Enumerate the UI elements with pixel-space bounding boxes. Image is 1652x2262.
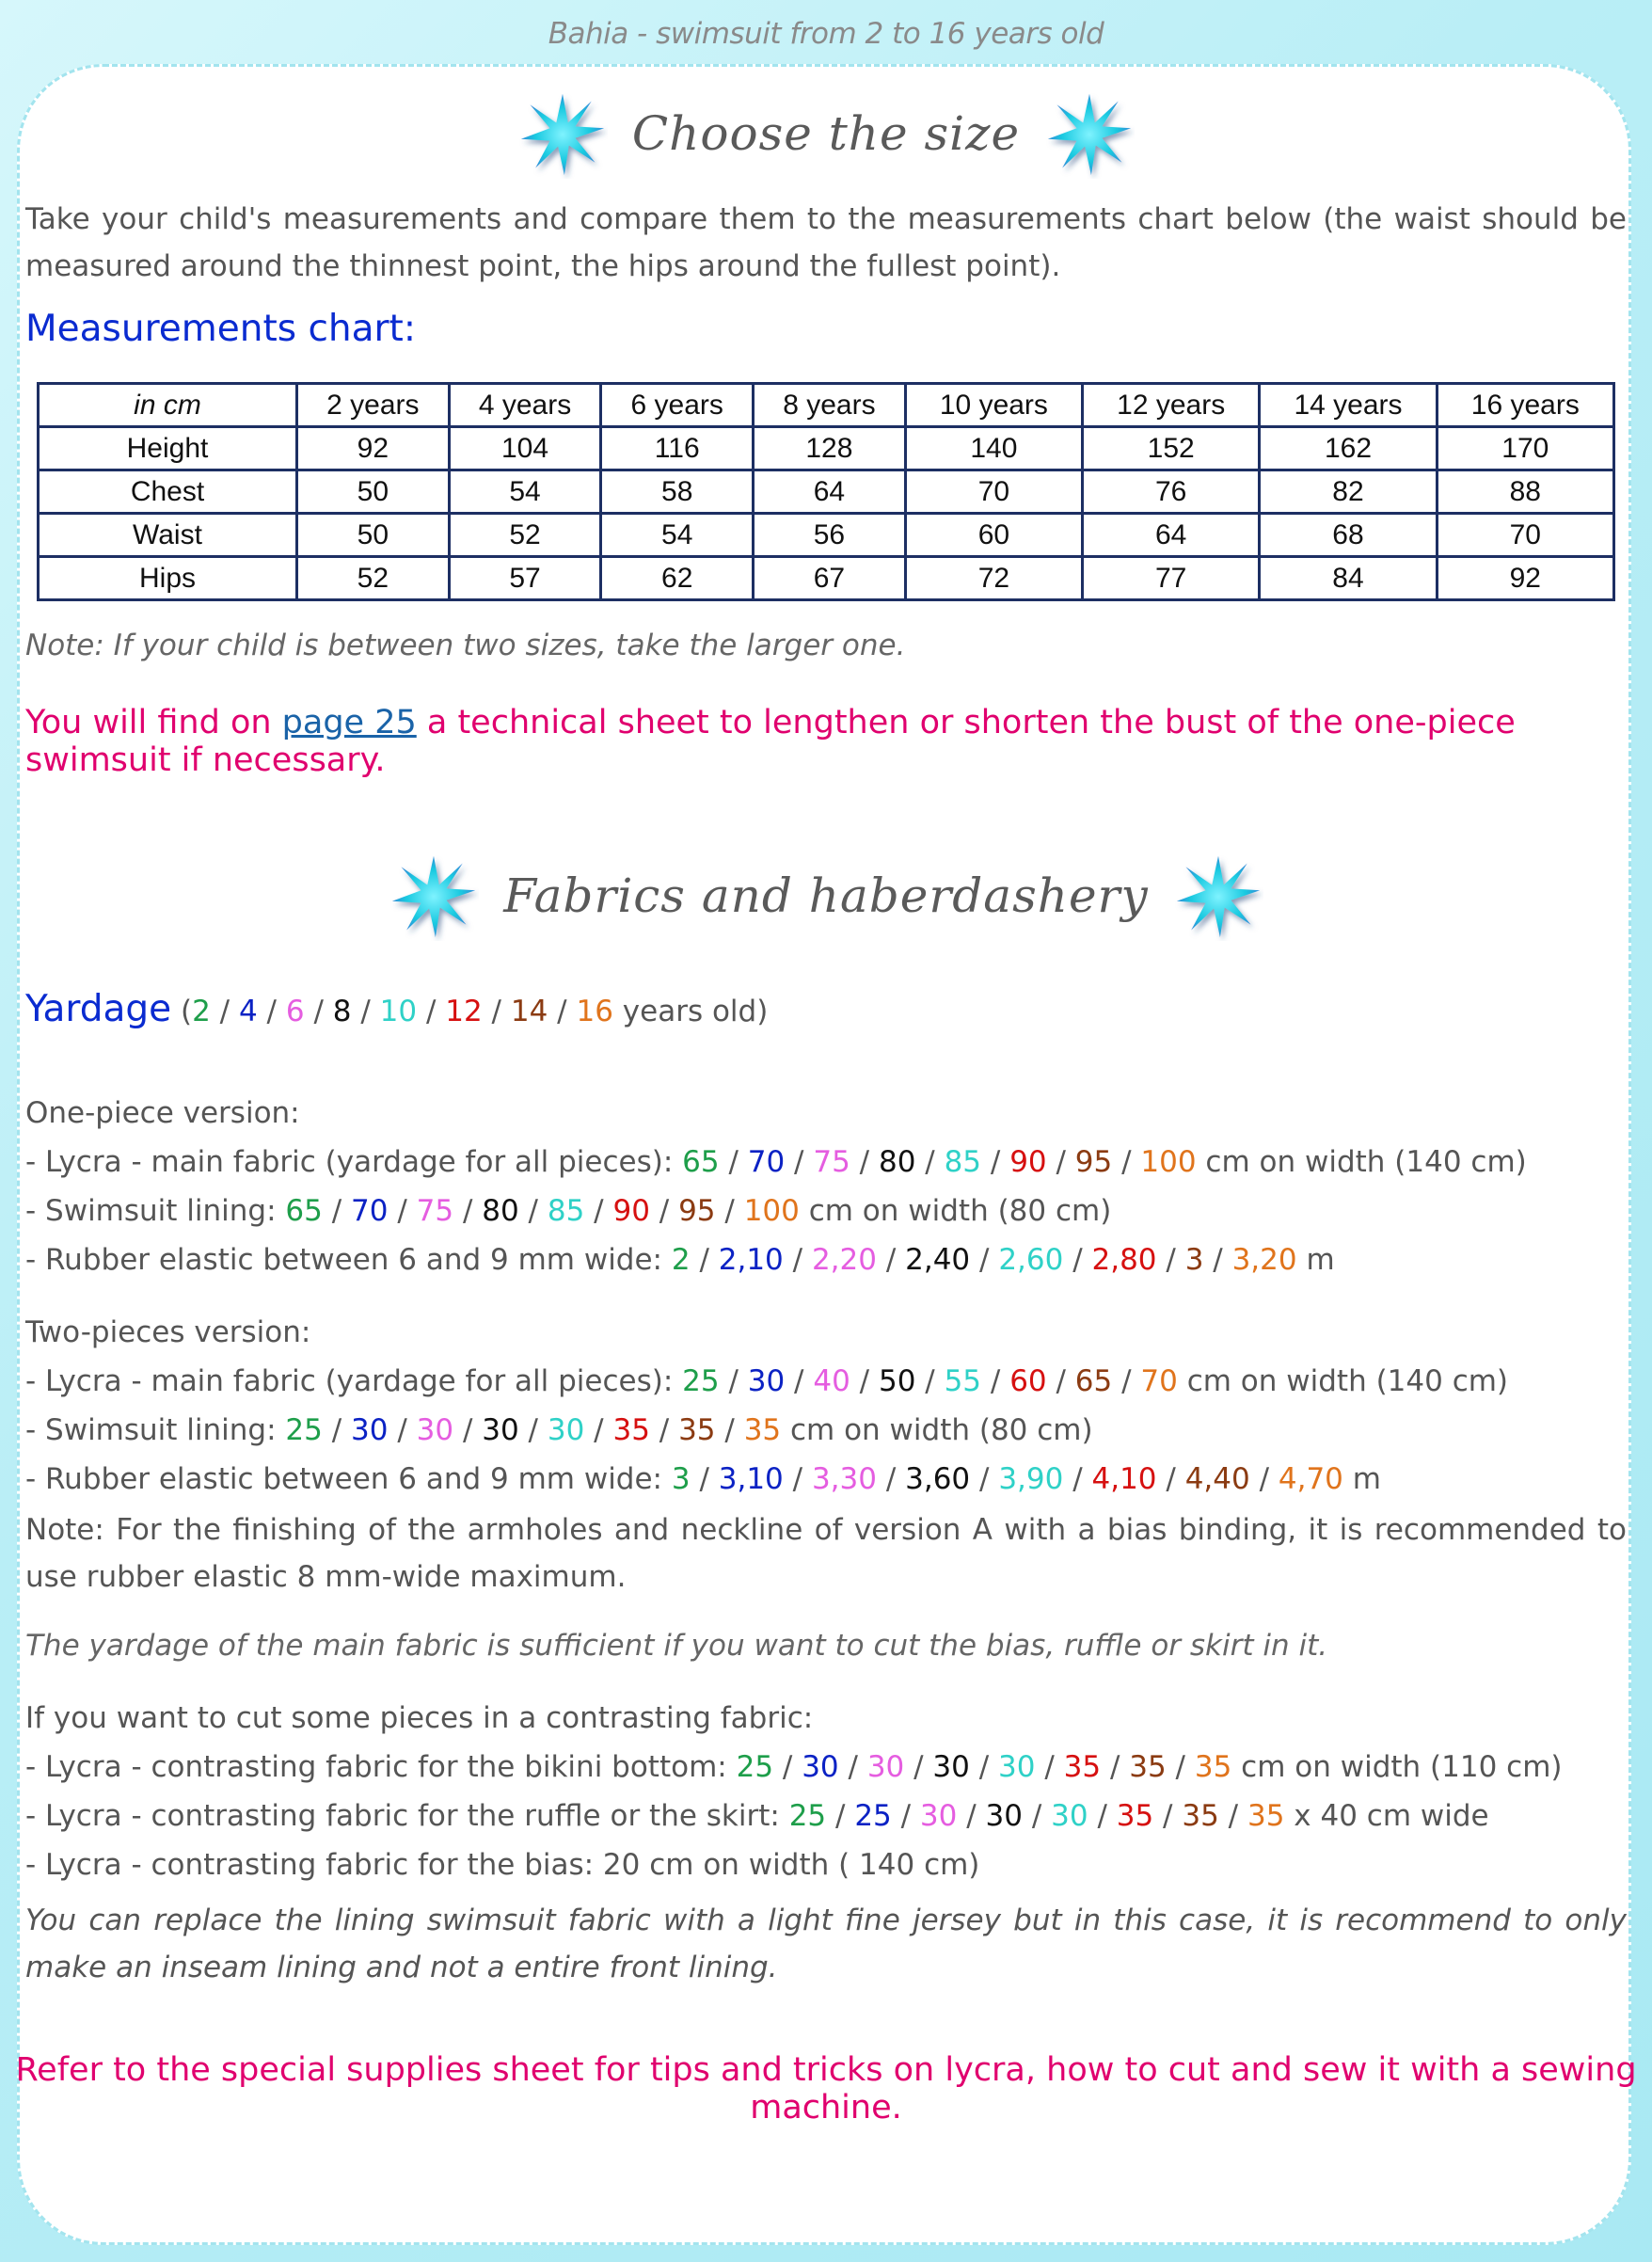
yardage-row: - Swimsuit lining: 25 / 30 / 30 / 30 / 30 / 35 / 35 / 35 cm on width (80 cm) bbox=[25, 1413, 1093, 1447]
yardage-row-label: - Rubber elastic between 6 and 9 mm wide: bbox=[25, 1243, 672, 1277]
column-header: 8 years bbox=[754, 384, 906, 427]
size-value: 80 bbox=[878, 1145, 916, 1179]
size-value: 3,60 bbox=[905, 1462, 971, 1496]
yardage-row: - Lycra - main fabric (yardage for all pieces): 25 / 30 / 40 / 50 / 55 / 60 / 65 / 70 cm on width (140 cm) bbox=[25, 1364, 1509, 1398]
yardage-row-label: - Lycra - contrasting fabric for the bikini bottom: bbox=[25, 1750, 737, 1784]
table-cell: 56 bbox=[754, 514, 906, 557]
table-cell: 92 bbox=[297, 427, 450, 470]
size-intro: Take your child's measurements and compare them to the measurements chart below (the waist should be measured around the thinnest point, the hips around the fullest point). bbox=[25, 202, 1627, 283]
size-heading-text: Choose the size bbox=[631, 106, 1021, 161]
table-cell: 162 bbox=[1260, 427, 1437, 470]
yardage-line: Yardage (2 / 4 / 6 / 8 / 10 / 12 / 14 / 16 years old) bbox=[25, 988, 769, 1030]
table-header-row bbox=[39, 384, 1614, 427]
supplies-reference: Refer to the special supplies sheet for tips and tricks on lycra, how to cut and sew it with a sewing machine. bbox=[15, 2051, 1637, 2127]
column-header: 6 years bbox=[601, 384, 754, 427]
row-label: Hips bbox=[39, 557, 297, 600]
size-value: 4,70 bbox=[1278, 1462, 1343, 1496]
table-cell: 58 bbox=[601, 470, 754, 514]
table-cell: 57 bbox=[449, 557, 601, 600]
table-cell: 62 bbox=[601, 557, 754, 600]
size-label: 14 bbox=[510, 995, 548, 1028]
yardage-row: - Rubber elastic between 6 and 9 mm wide: 2 / 2,10 / 2,20 / 2,40 / 2,60 / 2,80 / 3 / 3,20 m bbox=[25, 1243, 1335, 1277]
size-label: 16 bbox=[576, 995, 613, 1028]
cyan-star-icon bbox=[389, 851, 479, 941]
size-value: 3 bbox=[1184, 1243, 1204, 1277]
row-label: Height bbox=[39, 427, 297, 470]
size-value: 85 bbox=[547, 1194, 585, 1228]
table-cell: 54 bbox=[449, 470, 601, 514]
table-cell: 67 bbox=[754, 557, 906, 600]
cyan-star-icon bbox=[517, 88, 608, 179]
table-cell: 77 bbox=[1083, 557, 1260, 600]
size-value: 95 bbox=[1074, 1145, 1113, 1179]
table-cell: 70 bbox=[1437, 514, 1613, 557]
size-note: Note: If your child is between two sizes, take the larger one. bbox=[25, 629, 906, 662]
table-row bbox=[39, 557, 1614, 600]
row-label: Waist bbox=[39, 514, 297, 557]
size-value: 40 bbox=[813, 1364, 850, 1398]
size-value: 85 bbox=[944, 1145, 982, 1179]
size-value: 65 bbox=[682, 1145, 720, 1179]
size-value: 70 bbox=[1140, 1364, 1178, 1398]
size-value: 3,30 bbox=[811, 1462, 877, 1496]
measurements-table bbox=[37, 382, 1615, 601]
size-value: 2,40 bbox=[905, 1243, 971, 1277]
column-header: 12 years bbox=[1083, 384, 1260, 427]
size-value: 75 bbox=[416, 1194, 454, 1228]
yardage-row-suffix: cm on width (110 cm) bbox=[1231, 1750, 1563, 1784]
size-value: 35 bbox=[678, 1413, 716, 1447]
one-piece-title: One-piece version: bbox=[25, 1096, 300, 1130]
page-25-link[interactable]: page 25 bbox=[281, 704, 417, 741]
table-cell: 52 bbox=[449, 514, 601, 557]
size-value: 3 bbox=[671, 1462, 691, 1496]
yardage-row-label: - Swimsuit lining: bbox=[25, 1194, 286, 1228]
page-reference bbox=[25, 704, 1652, 779]
size-value: 35 bbox=[1194, 1750, 1232, 1784]
table-cell: 70 bbox=[905, 470, 1082, 514]
size-value: 75 bbox=[813, 1145, 850, 1179]
table-cell: 64 bbox=[754, 470, 906, 514]
contrast-title: If you want to cut some pieces in a contrasting fabric: bbox=[25, 1701, 814, 1735]
document-title: Bahia - swimsuit from 2 to 16 years old bbox=[548, 17, 1104, 51]
size-value: 3,20 bbox=[1231, 1243, 1297, 1277]
yardage-row-suffix: m bbox=[1296, 1243, 1335, 1277]
size-value: 30 bbox=[351, 1413, 389, 1447]
column-header: 14 years bbox=[1260, 384, 1437, 427]
size-value: 30 bbox=[747, 1364, 786, 1398]
size-value: 4,40 bbox=[1184, 1462, 1250, 1496]
yardage-row-suffix: x 40 cm wide bbox=[1284, 1799, 1489, 1833]
size-value: 3,90 bbox=[998, 1462, 1064, 1496]
size-value: 35 bbox=[612, 1413, 650, 1447]
table-cell: 60 bbox=[905, 514, 1082, 557]
size-value: 30 bbox=[932, 1750, 970, 1784]
table-cell: 170 bbox=[1437, 427, 1613, 470]
table-cell: 140 bbox=[905, 427, 1082, 470]
size-value: 25 bbox=[854, 1799, 892, 1833]
size-value: 30 bbox=[1051, 1799, 1088, 1833]
size-value: 25 bbox=[285, 1413, 323, 1447]
table-cell: 72 bbox=[905, 557, 1082, 600]
size-value: 100 bbox=[743, 1194, 800, 1228]
table-cell: 54 bbox=[601, 514, 754, 557]
size-value: 30 bbox=[802, 1750, 839, 1784]
table-cell: 116 bbox=[601, 427, 754, 470]
yardage-row-suffix: cm on width (140 cm) bbox=[1177, 1364, 1509, 1398]
size-value: 35 bbox=[1063, 1750, 1102, 1784]
size-value: 100 bbox=[1140, 1145, 1197, 1179]
size-value: 35 bbox=[1116, 1799, 1154, 1833]
yardage-row-label: - Lycra - main fabric (yardage for all pieces): bbox=[25, 1145, 683, 1179]
main-fabric-note: The yardage of the main fabric is sufficient if you want to cut the bias, ruffle or skirt in it. bbox=[25, 1629, 1328, 1663]
size-value: 35 bbox=[1247, 1799, 1285, 1833]
yardage-row-label: - Lycra - contrasting fabric for the ruffle or the skirt: bbox=[25, 1799, 789, 1833]
row-label: Chest bbox=[39, 470, 297, 514]
table-cell: 68 bbox=[1260, 514, 1437, 557]
size-value: 30 bbox=[482, 1413, 519, 1447]
size-value: 4,10 bbox=[1091, 1462, 1157, 1496]
size-value: 3,10 bbox=[718, 1462, 784, 1496]
size-value: 2,20 bbox=[811, 1243, 877, 1277]
size-heading bbox=[0, 88, 1652, 179]
size-value: 50 bbox=[878, 1364, 916, 1398]
column-header: 10 years bbox=[905, 384, 1082, 427]
size-label: 8 bbox=[332, 995, 352, 1028]
table-cell: 88 bbox=[1437, 470, 1613, 514]
bias-line: - Lycra - contrasting fabric for the bias: 20 cm on width ( 140 cm) bbox=[25, 1848, 980, 1882]
column-header: 4 years bbox=[449, 384, 601, 427]
size-label: 10 bbox=[379, 995, 418, 1028]
yardage-title: Yardage bbox=[25, 988, 172, 1030]
table-row bbox=[39, 514, 1614, 557]
fabrics-heading-text: Fabrics and haberdashery bbox=[503, 868, 1149, 923]
size-value: 60 bbox=[1009, 1364, 1047, 1398]
yardage-row-suffix: cm on width (80 cm) bbox=[799, 1194, 1112, 1228]
column-header: 16 years bbox=[1437, 384, 1613, 427]
two-pieces-title: Two-pieces version: bbox=[25, 1315, 311, 1349]
size-value: 30 bbox=[919, 1799, 958, 1833]
size-value: 25 bbox=[736, 1750, 774, 1784]
cyan-star-icon bbox=[1044, 88, 1135, 179]
size-value: 25 bbox=[788, 1799, 827, 1833]
size-value: 30 bbox=[985, 1799, 1023, 1833]
size-value: 30 bbox=[998, 1750, 1036, 1784]
table-cell: 128 bbox=[754, 427, 906, 470]
table-cell: 64 bbox=[1083, 514, 1260, 557]
table-row bbox=[39, 470, 1614, 514]
fabrics-heading bbox=[0, 851, 1652, 941]
table-cell: 76 bbox=[1083, 470, 1260, 514]
elastic-note: Note: For the finishing of the armholes and neckline of version A with a bias binding, it is recommended to use rubber elastic 8 mm-wide maximum. bbox=[25, 1513, 1627, 1594]
size-value: 35 bbox=[743, 1413, 782, 1447]
size-value: 65 bbox=[1074, 1364, 1113, 1398]
page-reference-text: a technical sheet to lengthen or shorten the bust of the one-piece swimsuit if necessary. bbox=[25, 704, 1516, 779]
size-value: 2,60 bbox=[998, 1243, 1064, 1277]
measurements-chart-heading: Measurements chart: bbox=[25, 308, 416, 350]
yardage-row: - Rubber elastic between 6 and 9 mm wide: 3 / 3,10 / 3,30 / 3,60 / 3,90 / 4,10 / 4,40 / 4,70 m bbox=[25, 1462, 1381, 1496]
size-value: 30 bbox=[866, 1750, 905, 1784]
size-value: 65 bbox=[285, 1194, 323, 1228]
size-label: 6 bbox=[285, 995, 305, 1028]
table-cell: 50 bbox=[297, 514, 450, 557]
size-value: 2,10 bbox=[718, 1243, 784, 1277]
yardage-row-suffix: cm on width (140 cm) bbox=[1196, 1145, 1527, 1179]
size-value: 25 bbox=[682, 1364, 720, 1398]
size-value: 70 bbox=[747, 1145, 786, 1179]
size-value: 35 bbox=[1182, 1799, 1219, 1833]
size-value: 35 bbox=[1129, 1750, 1167, 1784]
size-value: 90 bbox=[612, 1194, 650, 1228]
table-cell: 50 bbox=[297, 470, 450, 514]
size-value: 70 bbox=[351, 1194, 389, 1228]
table-row bbox=[39, 427, 1614, 470]
table-cell: 52 bbox=[297, 557, 450, 600]
size-label: 2 bbox=[192, 995, 211, 1028]
size-value: 2 bbox=[671, 1243, 691, 1277]
cyan-star-icon bbox=[1173, 851, 1263, 941]
table-cell: 152 bbox=[1083, 427, 1260, 470]
yardage-row: - Lycra - contrasting fabric for the bikini bottom: 25 / 30 / 30 / 30 / 30 / 35 / 35 / 35 cm on width (110 cm) bbox=[25, 1750, 1563, 1784]
yardage-row: - Lycra - main fabric (yardage for all pieces): 65 / 70 / 75 / 80 / 85 / 90 / 95 / 100 cm on width (140 cm) bbox=[25, 1145, 1527, 1179]
yardage-row-label: - Lycra - main fabric (yardage for all pieces): bbox=[25, 1364, 683, 1398]
size-value: 30 bbox=[416, 1413, 454, 1447]
yardage-row-suffix: cm on width (80 cm) bbox=[781, 1413, 1093, 1447]
size-value: 80 bbox=[482, 1194, 519, 1228]
yardage-row: - Lycra - contrasting fabric for the ruffle or the skirt: 25 / 25 / 30 / 30 / 30 / 35 / 35 / 35 x 40 cm wide bbox=[25, 1799, 1489, 1833]
yardage-suffix: years old) bbox=[622, 995, 769, 1028]
lining-note: You can replace the lining swimsuit fabric with a light fine jersey but in this case, it is recommend to only make an inseam lining and not a entire front lining. bbox=[25, 1904, 1627, 1984]
column-header: 2 years bbox=[297, 384, 450, 427]
yardage-row-label: - Swimsuit lining: bbox=[25, 1413, 286, 1447]
size-label: 4 bbox=[238, 995, 258, 1028]
size-value: 30 bbox=[547, 1413, 585, 1447]
size-value: 95 bbox=[678, 1194, 716, 1228]
size-value: 55 bbox=[944, 1364, 982, 1398]
table-cell: 92 bbox=[1437, 557, 1613, 600]
size-label: 12 bbox=[445, 995, 483, 1028]
page-reference-text: You will find on bbox=[25, 704, 282, 741]
table-cell: 104 bbox=[449, 427, 601, 470]
yardage-row: - Swimsuit lining: 65 / 70 / 75 / 80 / 85 / 90 / 95 / 100 cm on width (80 cm) bbox=[25, 1194, 1112, 1228]
table-cell: 84 bbox=[1260, 557, 1437, 600]
yardage-row-label: - Rubber elastic between 6 and 9 mm wide: bbox=[25, 1462, 672, 1496]
size-value: 2,80 bbox=[1091, 1243, 1157, 1277]
table-cell: 82 bbox=[1260, 470, 1437, 514]
size-value: 90 bbox=[1009, 1145, 1047, 1179]
yardage-row-suffix: m bbox=[1342, 1462, 1381, 1496]
table-corner: in cm bbox=[39, 384, 297, 427]
